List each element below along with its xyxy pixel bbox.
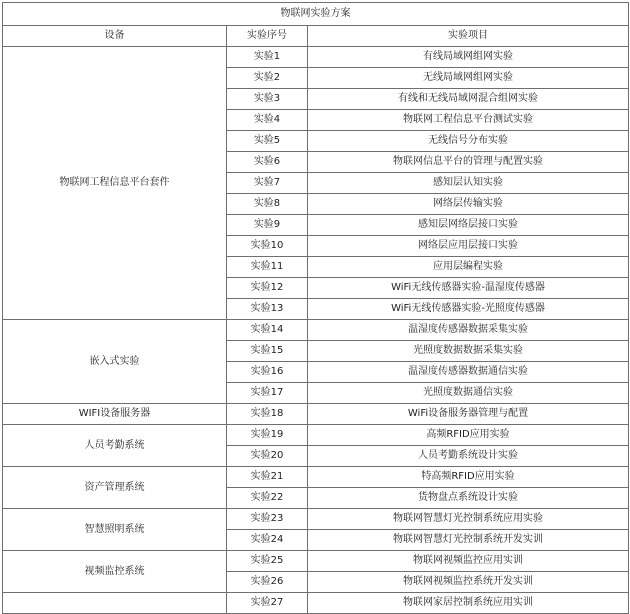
table-row bbox=[3, 425, 629, 446]
experiment-project-cell: 有线和无线局域网混合组网实验 bbox=[308, 89, 629, 110]
experiment-number-cell: 实验13 bbox=[227, 299, 308, 320]
experiment-number-cell: 实验25 bbox=[227, 551, 308, 572]
experiment-project-cell: 感知层网络层接口实验 bbox=[308, 215, 629, 236]
device-cell: 视频监控系统 bbox=[3, 551, 227, 593]
experiment-project-cell: 物联网智慧灯光控制系统应用实验 bbox=[308, 509, 629, 530]
experiment-project-cell: 物联网视频监控系统开发实训 bbox=[308, 572, 629, 593]
table-row bbox=[3, 467, 629, 488]
device-cell: 物联网工程信息平台套件 bbox=[3, 47, 227, 320]
experiment-project-cell: 物联网工程信息平台测试实验 bbox=[308, 110, 629, 131]
experiment-number-cell: 实验19 bbox=[227, 425, 308, 446]
table-row bbox=[3, 509, 629, 530]
experiment-number-cell: 实验6 bbox=[227, 152, 308, 173]
header-row bbox=[3, 26, 629, 47]
experiment-project-cell: 特高频RFID应用实验 bbox=[308, 467, 629, 488]
experiment-project-cell: 物联网智慧灯光控制系统开发实训 bbox=[308, 530, 629, 551]
experiment-table bbox=[2, 2, 629, 614]
experiment-project-cell: 无线局域网组网实验 bbox=[308, 68, 629, 89]
experiment-project-cell: 高频RFID应用实验 bbox=[308, 425, 629, 446]
table-row bbox=[3, 320, 629, 341]
experiment-project-cell: 网络层传输实验 bbox=[308, 194, 629, 215]
title-row bbox=[3, 3, 629, 26]
experiment-number-cell: 实验1 bbox=[227, 47, 308, 68]
table-title: 物联网实验方案 bbox=[3, 3, 629, 26]
header-project: 实验项目 bbox=[308, 26, 629, 47]
experiment-number-cell: 实验2 bbox=[227, 68, 308, 89]
experiment-number-cell: 实验18 bbox=[227, 404, 308, 425]
experiment-number-cell: 实验16 bbox=[227, 362, 308, 383]
experiment-project-cell: 无线信号分布实验 bbox=[308, 131, 629, 152]
device-cell: 嵌入式实验 bbox=[3, 320, 227, 404]
experiment-project-cell: 网络层应用层接口实验 bbox=[308, 236, 629, 257]
header-number: 实验序号 bbox=[227, 26, 308, 47]
experiment-number-cell: 实验12 bbox=[227, 278, 308, 299]
experiment-number-cell: 实验9 bbox=[227, 215, 308, 236]
experiment-number-cell: 实验10 bbox=[227, 236, 308, 257]
experiment-number-cell: 实验8 bbox=[227, 194, 308, 215]
experiment-number-cell: 实验7 bbox=[227, 173, 308, 194]
experiment-project-cell: WiFi无线传感器实验-温湿度传感器 bbox=[308, 278, 629, 299]
experiment-number-cell: 实验20 bbox=[227, 446, 308, 467]
table-row bbox=[3, 551, 629, 572]
device-cell: 人员考勤系统 bbox=[3, 425, 227, 467]
table-row bbox=[3, 47, 629, 68]
experiment-project-cell: 有线局域网组网实验 bbox=[308, 47, 629, 68]
experiment-number-cell: 实验24 bbox=[227, 530, 308, 551]
table-body bbox=[3, 47, 629, 614]
experiment-project-cell: 光照度数据通信实验 bbox=[308, 383, 629, 404]
experiment-number-cell: 实验15 bbox=[227, 341, 308, 362]
device-cell: 资产管理系统 bbox=[3, 467, 227, 509]
experiment-number-cell: 实验3 bbox=[227, 89, 308, 110]
table-row bbox=[3, 404, 629, 425]
experiment-project-cell: WiFi设备服务器管理与配置 bbox=[308, 404, 629, 425]
experiment-number-cell: 实验14 bbox=[227, 320, 308, 341]
experiment-number-cell: 实验23 bbox=[227, 509, 308, 530]
experiment-project-cell: 物联网视频监控应用实训 bbox=[308, 551, 629, 572]
experiment-project-cell: WiFi无线传感器实验-光照度传感器 bbox=[308, 299, 629, 320]
device-cell: 智慧照明系统 bbox=[3, 509, 227, 551]
experiment-project-cell: 感知层认知实验 bbox=[308, 173, 629, 194]
table-row bbox=[3, 593, 629, 614]
header-device: 设备 bbox=[3, 26, 227, 47]
device-cell bbox=[3, 593, 227, 614]
experiment-project-cell: 物联网信息平台的管理与配置实验 bbox=[308, 152, 629, 173]
device-cell: WIFI设备服务器 bbox=[3, 404, 227, 425]
experiment-number-cell: 实验21 bbox=[227, 467, 308, 488]
experiment-number-cell: 实验27 bbox=[227, 593, 308, 614]
experiment-project-cell: 光照度数据数据采集实验 bbox=[308, 341, 629, 362]
experiment-project-cell: 物联网家居控制系统应用实训 bbox=[308, 593, 629, 614]
experiment-number-cell: 实验26 bbox=[227, 572, 308, 593]
experiment-project-cell: 人员考勤系统设计实验 bbox=[308, 446, 629, 467]
experiment-number-cell: 实验22 bbox=[227, 488, 308, 509]
experiment-project-cell: 温湿度传感器数据采集实验 bbox=[308, 320, 629, 341]
experiment-number-cell: 实验17 bbox=[227, 383, 308, 404]
experiment-plan-sheet bbox=[2, 2, 628, 614]
experiment-project-cell: 货物盘点系统设计实验 bbox=[308, 488, 629, 509]
experiment-number-cell: 实验4 bbox=[227, 110, 308, 131]
experiment-number-cell: 实验11 bbox=[227, 257, 308, 278]
experiment-number-cell: 实验5 bbox=[227, 131, 308, 152]
experiment-project-cell: 温湿度传感器数据通信实验 bbox=[308, 362, 629, 383]
experiment-project-cell: 应用层编程实验 bbox=[308, 257, 629, 278]
